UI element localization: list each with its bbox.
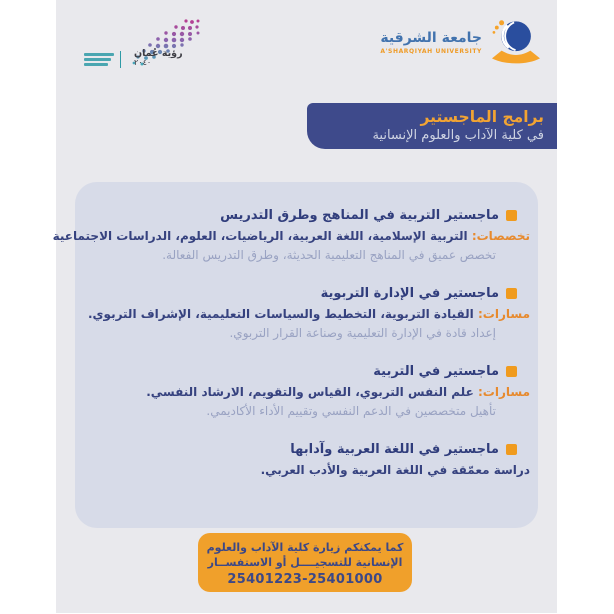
university-name-arabic: جامعة الشرقية (380, 29, 482, 46)
program-tracks-text: القيادة التربوية، التخطيط والسياسات التعليمية، الإشراف التربوي. (87, 307, 474, 321)
program-tracks-text: التربية الإسلامية، اللغة العربية، الرياضيات، العلوم، الدراسات الاجتماعية (52, 229, 468, 243)
program-tracks-text: دراسة معمّقة في اللغة العربية والأدب العربي. (260, 463, 530, 477)
vision-divider (120, 51, 121, 68)
program-description: إعداد قادة في الإدارة التعليمية وصناعة القرار التربوي. (229, 326, 496, 340)
university-logo (380, 18, 545, 66)
footer-phone: 25401223-25401000 (227, 572, 383, 587)
program-label: مسارات: (477, 385, 530, 399)
program-description: تأهيل متخصصين في الدعم النفسي وتقييم الأداء الأكاديمي. (206, 404, 496, 418)
program-tracks (83, 383, 530, 402)
program-section-1 (52, 208, 530, 265)
footer-line1: كما يمكنكم زيارة كلية الآداب والعلوم (206, 541, 404, 554)
program-title: ماجستير في اللغة العربية وآدابها (290, 442, 499, 457)
bullet-icon (506, 444, 517, 455)
bullet-icon (506, 366, 517, 377)
program-tracks (83, 305, 530, 324)
footer-note-box (198, 533, 412, 592)
oman-vision-2040-logo (84, 16, 229, 74)
programs-card (52, 182, 538, 528)
program-section-4 (83, 442, 530, 480)
vision-wordmark-text: رؤية عُمان (134, 48, 183, 59)
footer-line2: الإنسانية للتسجيــــل أو الاستفســار (207, 556, 403, 569)
vision-wordmark (134, 49, 183, 67)
program-section-3 (83, 364, 530, 421)
poster (52, 0, 557, 613)
program-tracks-text: علم النفس التربوي، القياس والتقويم، الارشاد النفسي. (146, 385, 474, 399)
university-wordmark (380, 30, 482, 55)
program-section-2 (83, 286, 530, 343)
program-title: ماجستير في التربية (373, 364, 499, 379)
program-description: تخصص عميق في المناهج التعليمية الحديثة، وطرق التدريس الفعالة. (162, 248, 496, 262)
banner-subtitle: في كلية الآداب والعلوم الإنسانية (372, 128, 544, 143)
bullet-icon (506, 288, 517, 299)
bullet-icon (506, 210, 517, 221)
program-title: ماجستير في الإدارة التربوية (320, 286, 499, 301)
vision-tagline-bars (84, 53, 114, 66)
banner-title: برامج الماجستير (420, 108, 544, 126)
vision-year: ٢٠٤٠ (134, 57, 152, 67)
university-emblem-icon (487, 18, 545, 66)
program-label: تخصصات: (471, 229, 530, 243)
university-name-english: A'SHARQIYAH UNIVERSITY (380, 47, 482, 55)
program-title: ماجستير التربية في المناهج وطرق التدريس (220, 208, 499, 223)
program-tracks (83, 461, 530, 480)
program-tracks (52, 227, 530, 246)
title-banner (307, 103, 557, 149)
program-label: مسارات: (477, 307, 530, 321)
